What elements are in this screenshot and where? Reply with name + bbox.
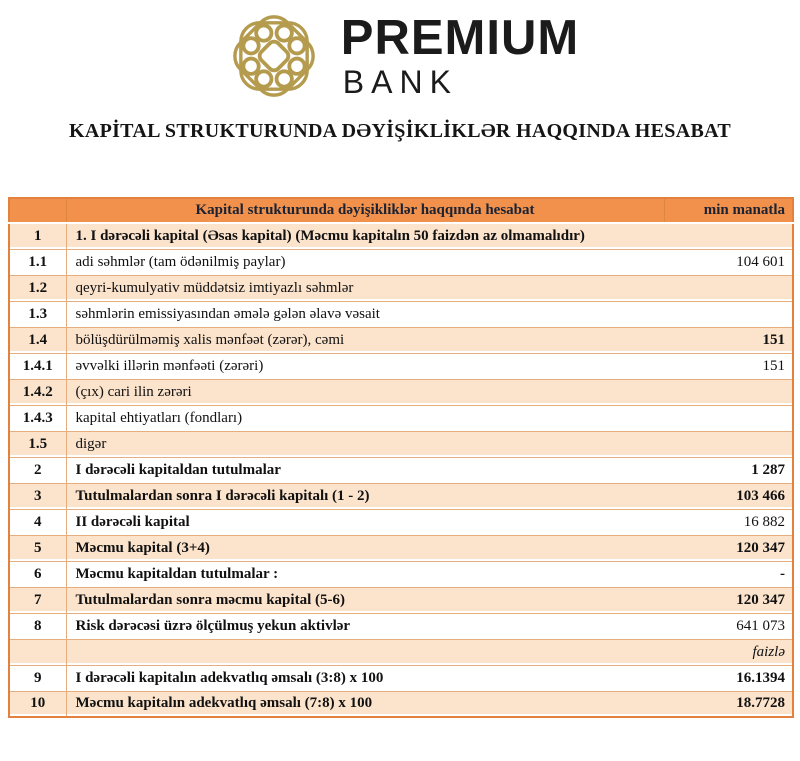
row-value [664, 301, 793, 327]
row-number: 1.5 [9, 431, 66, 457]
table-body [9, 223, 793, 717]
table-row [9, 483, 793, 509]
row-number: 5 [9, 535, 66, 561]
table-row [9, 639, 793, 665]
table-row [9, 665, 793, 691]
row-value [664, 223, 793, 249]
table-header-row [9, 198, 793, 223]
row-value: 104 601 [664, 249, 793, 275]
row-value: 18.7728 [664, 691, 793, 717]
row-label: digər [66, 431, 664, 457]
row-label: Tutulmalardan sonra məcmu kapital (5-6) [66, 587, 664, 613]
table-row [9, 587, 793, 613]
table-row [9, 301, 793, 327]
row-label: Risk dərəcəsi üzrə ölçülmuş yekun aktivlər [66, 613, 664, 639]
row-value: 641 073 [664, 613, 793, 639]
row-label: Məcmu kapitaldan tutulmalar : [66, 561, 664, 587]
row-number: 7 [9, 587, 66, 613]
row-value: - [664, 561, 793, 587]
brand-wordmark [340, 11, 580, 100]
row-label: I dərəcəli kapitaldan tutulmalar [66, 457, 664, 483]
row-label: səhmlərin emissiyasından əmələ gələn əlavə vəsait [66, 301, 664, 327]
row-value: faizlə [664, 639, 793, 665]
table-row [9, 561, 793, 587]
brand-name: PREMIUM [340, 11, 580, 65]
row-label: qeyri-kumulyativ müddətsiz imtiyazlı səhmlər [66, 275, 664, 301]
row-number: 4 [9, 509, 66, 535]
row-label: əvvəlki illərin mənfəəti (zərəri) [66, 353, 664, 379]
row-label: adi səhmlər (tam ödənilmiş paylar) [66, 249, 664, 275]
row-label: bölüşdürülməmiş xalis mənfəət (zərər), cəmi [66, 327, 664, 353]
row-value: 151 [664, 327, 793, 353]
row-value: 16.1394 [664, 665, 793, 691]
header-empty-cell [9, 198, 66, 223]
row-number: 6 [9, 561, 66, 587]
row-value [664, 379, 793, 405]
table-row [9, 535, 793, 561]
table-row [9, 249, 793, 275]
table-header-unit: min manatla [664, 198, 793, 223]
row-number: 1.3 [9, 301, 66, 327]
page-title: KAPİTAL STRUKTURUNDA DƏYİŞİKLİKLƏR HAQQINDA HESABAT [68, 120, 731, 142]
table-row [9, 457, 793, 483]
row-label: Tutulmalardan sonra I dərəcəli kapitalı (1 - 2) [66, 483, 664, 509]
row-number: 1.4 [9, 327, 66, 353]
row-value: 103 466 [664, 483, 793, 509]
row-number: 1 [9, 223, 66, 249]
table-row [9, 223, 793, 249]
row-value [664, 431, 793, 457]
row-number: 1.4.3 [9, 405, 66, 431]
premium-bank-logo [0, 0, 800, 108]
row-label: 1. I dərəcəli kapital (Əsas kapital) (Məcmu kapitalın 50 faizdən az olmamalıdır) [66, 223, 664, 249]
row-label: II dərəcəli kapital [66, 509, 664, 535]
row-number [9, 639, 66, 665]
row-value [664, 405, 793, 431]
row-value: 120 347 [664, 587, 793, 613]
table-row [9, 327, 793, 353]
row-number: 1.2 [9, 275, 66, 301]
row-label: Məcmu kapitalın adekvatlıq əmsalı (7:8) x 100 [66, 691, 664, 717]
row-number: 1.4.1 [9, 353, 66, 379]
table-row [9, 405, 793, 431]
row-number: 9 [9, 665, 66, 691]
row-number: 8 [9, 613, 66, 639]
row-number: 1.1 [9, 249, 66, 275]
row-number: 10 [9, 691, 66, 717]
row-label: kapital ehtiyatları (fondları) [66, 405, 664, 431]
row-number: 1.4.2 [9, 379, 66, 405]
row-label: I dərəcəli kapitalın adekvatlıq əmsalı (3:8) x 100 [66, 665, 664, 691]
capital-structure-table [8, 197, 794, 718]
row-value [664, 275, 793, 301]
row-value: 120 347 [664, 535, 793, 561]
row-value: 1 287 [664, 457, 793, 483]
row-number: 2 [9, 457, 66, 483]
table-row [9, 691, 793, 717]
table-header-title: Kapital strukturunda dəyişikliklər haqqında hesabat [66, 198, 664, 223]
table-row [9, 509, 793, 535]
row-label: (çıx) cari ilin zərəri [66, 379, 664, 405]
table-row [9, 353, 793, 379]
table-row [9, 613, 793, 639]
table-row [9, 379, 793, 405]
row-number: 3 [9, 483, 66, 509]
brand-subname: BANK [342, 64, 458, 100]
row-value: 151 [664, 353, 793, 379]
row-label: Məcmu kapital (3+4) [66, 535, 664, 561]
row-label [66, 639, 664, 665]
table-row [9, 431, 793, 457]
table-row [9, 275, 793, 301]
knot-ornament-icon [221, 5, 327, 107]
row-value: 16 882 [664, 509, 793, 535]
